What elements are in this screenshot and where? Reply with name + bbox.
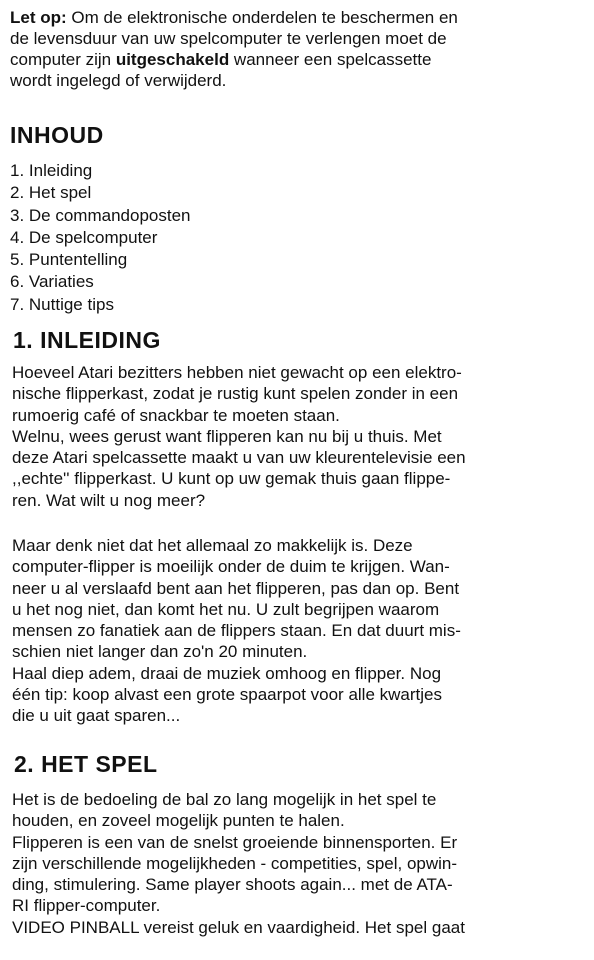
notice-line: de levensduur van uw spelcomputer te verlengen moet de xyxy=(10,29,447,48)
toc-item: 3. De commandoposten xyxy=(10,205,191,225)
section-heading-het-spel: 2. HET SPEL xyxy=(14,751,158,777)
notice-line: Let op: Om de elektronische onderdelen te beschermen en xyxy=(10,8,458,27)
text-line: nische flipperkast, zodat je rustig kunt spelen zonder in een xyxy=(12,384,459,404)
toc-item: 7. Nuttige tips xyxy=(10,294,114,314)
toc-heading: INHOUD xyxy=(10,122,104,148)
text-line: ding, stimulering. Same player shoots again... met de ATA- xyxy=(12,875,453,895)
notice-line: wordt ingelegd of verwijderd. xyxy=(10,71,227,90)
toc-item: 4. De spelcomputer xyxy=(10,227,158,247)
text-line: ,,echte'' flipperkast. U kunt op uw gemak thuis gaan flippe- xyxy=(12,469,451,489)
text-line: VIDEO PINBALL vereist geluk en vaardigheid. Het spel gaat xyxy=(12,917,465,937)
inleiding-paragraph-2 xyxy=(12,535,461,727)
warning-notice xyxy=(10,7,570,91)
inleiding-paragraph-1 xyxy=(12,362,466,511)
het-spel-paragraph-1 xyxy=(12,789,465,938)
notice-line: computer zijn uitgeschakeld wanneer een spelcassette xyxy=(10,50,432,69)
text-line: Flipperen is een van de snelst groeiende binnensporten. Er xyxy=(12,832,458,852)
text-line: mensen zo fanatiek aan de flippers staan. En dat duurt mis- xyxy=(12,621,461,641)
text-line: Hoeveel Atari bezitters hebben niet gewacht op een elektro- xyxy=(12,363,462,382)
text-line: ren. Wat wilt u nog meer? xyxy=(12,490,206,510)
notice-emphasis: uitgeschakeld xyxy=(115,50,230,69)
text-line: schien niet langer dan zo'n 20 minuten. xyxy=(12,642,308,662)
table-of-contents xyxy=(10,160,191,316)
text-line: u het nog niet, dan komt het nu. U zult begrijpen waarom xyxy=(12,599,440,619)
text-line: Welnu, wees gerust want flipperen kan nu bij u thuis. Met xyxy=(12,426,442,446)
notice-label: Let op: xyxy=(10,8,67,27)
text-line: één tip: koop alvast een grote spaarpot voor alle kwartjes xyxy=(12,685,442,705)
text-line: rumoerig café of snackbar te moeten staan. xyxy=(12,405,340,425)
text-line: computer-flipper is moeilijk onder de duim te krijgen. Wan- xyxy=(12,557,450,577)
toc-item: 1. Inleiding xyxy=(10,161,93,180)
text-line: die u uit gaat sparen... xyxy=(12,706,181,726)
section-heading-inleiding: 1. INLEIDING xyxy=(13,327,161,353)
toc-item: 5. Puntentelling xyxy=(10,250,128,270)
text-line: zijn verschillende mogelijkheden - competities, spel, opwin- xyxy=(12,853,458,873)
text-line: Maar denk niet dat het allemaal zo makkelijk is. Deze xyxy=(12,536,413,555)
text-line: neer u al verslaafd bent aan het flipperen, pas dan op. Bent xyxy=(12,578,460,598)
text-line: RI flipper-computer. xyxy=(12,896,161,916)
text-line: Het is de bedoeling de bal zo lang mogelijk in het spel te xyxy=(12,790,437,809)
toc-item: 2. Het spel xyxy=(10,183,92,203)
text-line: deze Atari spelcassette maakt u van uw kleurentelevisie een xyxy=(12,448,466,468)
text-line: houden, en zoveel mogelijk punten te halen. xyxy=(12,811,345,831)
text-line: Haal diep adem, draai de muziek omhoog en flipper. Nog xyxy=(12,663,442,683)
toc-item: 6. Variaties xyxy=(10,272,94,292)
